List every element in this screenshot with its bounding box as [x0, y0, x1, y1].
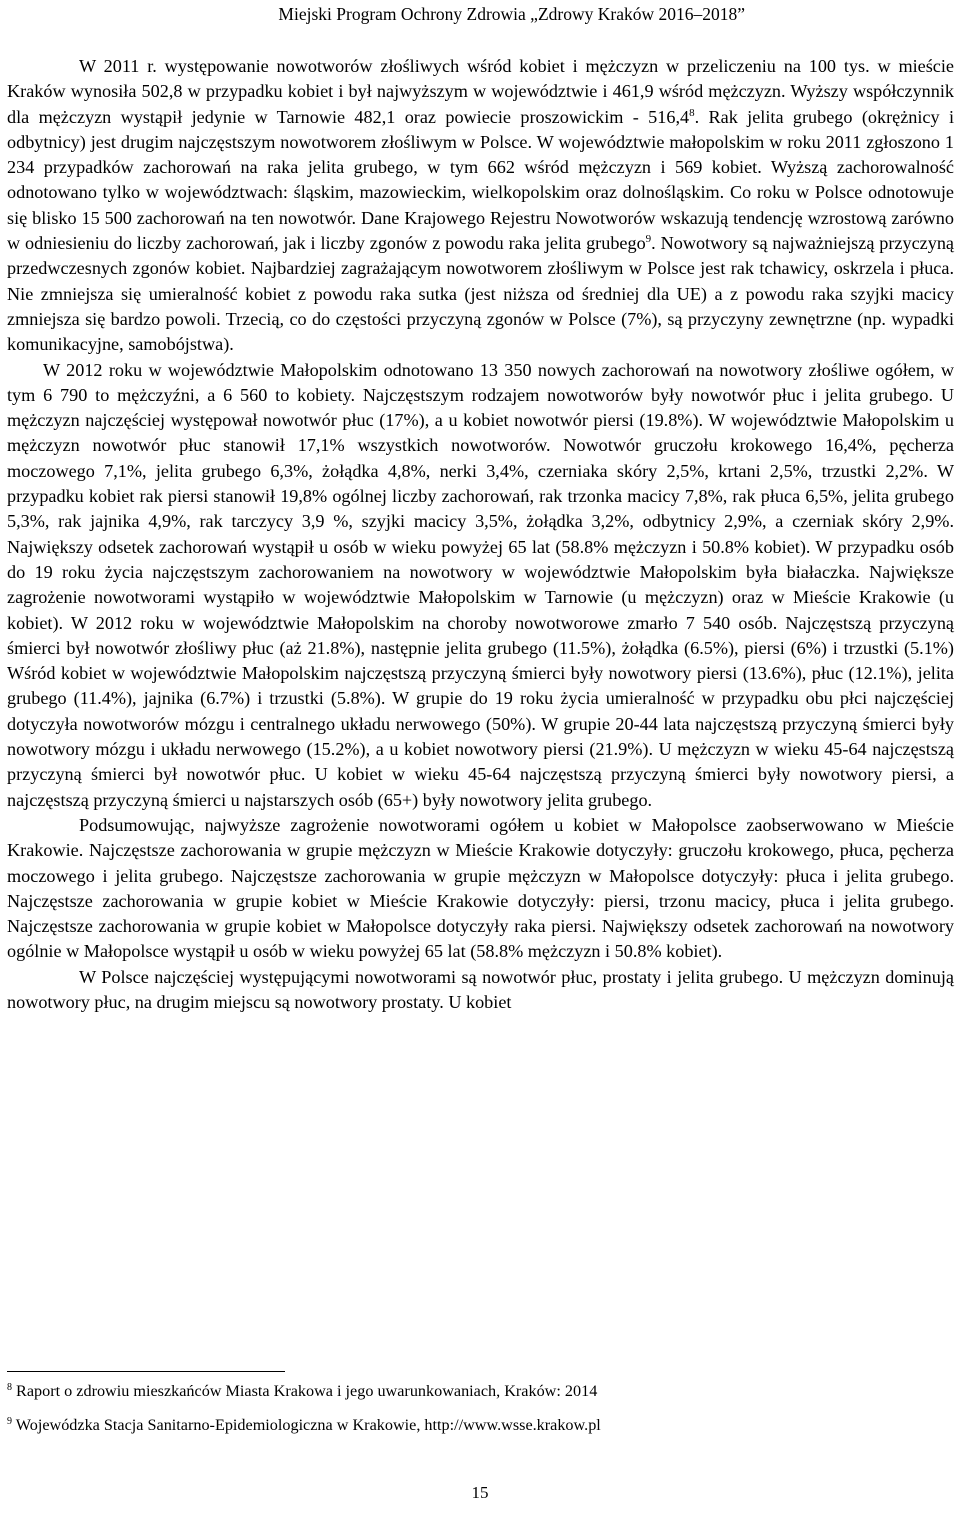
footnote-text: Raport o zdrowiu mieszkańców Miasta Krakowa i jego uwarunkowaniach, Kraków: 2014 [16, 1382, 598, 1400]
footnote-number: 9 [7, 1416, 12, 1427]
paragraph-incidence-2011 [7, 54, 954, 358]
paragraph-malopolska-2012: W 2012 roku w województwie Małopolskim odnotowano 13 350 nowych zachorowań na nowotwory złośliwe ogółem, w tym 6 790 to mężczyźni, a 6 560 to kobiety. Najczęstszym rodzajem nowotworów były nowotwór płuc i jelita grubego. U mężczyzn najczęściej występował nowotwór płuc (17%), a u kobiet nowotwór piersi (19.8%). W województwie Małopolskim u mężczyzn nowotwór płuc stanowił 17,1% wszystkich nowotworów. Nowotwór gruczołu krokowego 16,4%, pęcherza moczowego 7,1%, jelita grubego 6,3%, żołądka 4,8%, nerki 3,4%, czerniaka skóry 2,5%, krtani 2,5%, trzustki 2,2%. W przypadku kobiet rak piersi stanowił 19,8% ogólnej liczby zachorowań, rak trzonka macicy 7,8%, rak płuca 6,5%, jelita grubego 5,3%, rak jajnika 4,9%, rak tarczycy 3,9 %, szyjki macicy 3,5%, żołądka 3,2%, odbytnicy 2,9%, a czerniak skóry 2,9%. Największy odsetek zachorowań wystąpił u osób w wieku powyżej 65 lat (58.8% mężczyzn i 50.8% kobiet). W przypadku osób do 19 roku życia najczęstszym zachorowaniem na nowotwory w województwie Małopolskim była białaczka. Największe zagrożenie nowotworami wystąpiło w województwie Małopolskim w Tarnowie (u mężczyzn) oraz w Mieście Krakowie (u kobiet). W 2012 roku w województwie Małopolskim na choroby nowotworowe zmarło 7 540 osób. Najczęstszą przyczyną śmierci był nowotwór złośliwy płuc (aż 21.8%), następnie jelita grubego (11.5%), żołądka (6.5%), piersi (6%) i trzustki (5.1%) Wśród kobiet w województwie Małopolskim najczęstszą przyczyną śmierci były nowotwory piersi (13.6%), płuc (12.1%), jelita grubego (11.4%), jajnika (6.7%) i trzustki (5.8%). W grupie do 19 roku życia umieralność w przypadku obu płci najczęściej dotyczyła nowotworów mózgu i centralnego układu nerwowego (50%). W grupie 20-44 lata najczęstszą przyczyną śmierci były nowotwory mózgu i układu nerwowego (15.2%), a u kobiet nowotwory piersi (21.9%). U mężczyzn w wieku 45-64 najczęstszą przyczyną śmierci był nowotwór płuc. U kobiet w wieku 45-64 najczęstszą przyczyną śmierci były nowotwory piersi, a najczęstszą przyczyną śmierci u najstarszych osób (65+) były nowotwory jelita grubego. [7, 359, 954, 810]
footnote [7, 1415, 954, 1435]
footnote [7, 1381, 954, 1401]
paragraph-summary: Podsumowując, najwyższe zagrożenie nowotworami ogółem u kobiet w Małopolsce zaobserwowano w Mieście Krakowie. Najczęstsze zachorowania w grupie mężczyzn w Mieście Krakowie dotyczyły: gruczołu krokowego, płuca, pęcherza moczowego i jelita grubego. Najczęstsze zachorowania w grupie mężczyzn w Małopolsce dotyczyły: płuca i jelita grubego. Najczęstsze zachorowania w grupie kobiet w Mieście Krakowie dotyczyły: piersi, trzonu macicy, płuca i jelita grubego. Najczęstsze zachorowania w grupie kobiet w Małopolsce dotyczyły raka piersi. Największy odsetek zachorowań na nowotwory ogólnie w Małopolsce wystąpił u osób w wieku powyżej 65 lat (58.8% mężczyzn i 50.8% kobiet). [7, 814, 954, 962]
paragraph-text: W 2011 r. występowanie nowotworów złośliwych wśród kobiet i mężczyzn w przeliczeniu na 100 tys. w mieście Kraków wynosiła 502,8 w przypadku kobiet i był najwyższym w województwie i 461,9 wśród mężczyzn. Wyższy współczynnik dla mężczyzn wystąpił jedynie w Tarnowie 482,1 oraz powiecie proszowickim - 516,4 [7, 56, 954, 127]
footnote-text: Wojewódzka Stacja Sanitarno-Epidemiologiczna w Krakowie, http://www.wsse.krakow.pl [15, 1416, 601, 1434]
footnote-ref[interactable]: 8 [689, 106, 695, 119]
footnote-number: 8 [7, 1382, 12, 1393]
paragraph-text: . Nowotwory są najważniejszą przyczyną przedwczesnych zgonów kobiet. Najbardziej zagrażającym nowotworem złośliwym w Polsce jest rak tchawicy, oskrzela i płuca. Nie zmniejsza się umieralność kobiet z powodu raka sutka (jest niższa od średniej dla UE) a z powodu raka szyjki macicy zmniejsza się bardzo powoli. Trzecią, co do częstości przyczyną zgonów w Polsce (7%), są przyczyny zewnętrzne (np. wypadki komunikacyjne, samobójstwa). [7, 233, 954, 355]
footnote-ref[interactable]: 9 [645, 233, 652, 246]
paragraph-text: . Rak jelita grubego (okrężnicy i odbytnicy) jest drugim najczęstszym nowotworem złośliwym w Polsce. W województwie małopolskim w roku 2011 zgłoszono 1 234 przypadków zachorowań na raka jelita grubego, w tym 662 wśród mężczyzn i 569 kobiet. Wyższą zachorowalność odnotowano tylko w województwach: śląskim, mazowieckim, wielkopolskim oraz dolnośląskim. Co roku w Polsce odnotowuje się blisko 15 500 zachorowań na ten nowotwór. Dane Krajowego Rejestru Nowotworów wskazują tendencję wzrostową zarówno w odniesieniu do liczby zachorowań, jak i liczby zgonów z powodu raka jelita grubego [7, 106, 954, 254]
running-header: Miejski Program Ochrony Zdrowia „Zdrowy Kraków 2016–2018” [278, 4, 745, 24]
page-number: 15 [471, 1483, 489, 1502]
footnote-separator [7, 1371, 285, 1372]
body-text [7, 54, 954, 1015]
paragraph-poland: W Polsce najczęściej występującymi nowotworami są nowotwór płuc, prostaty i jelita grubego. U mężczyzn dominują nowotwory płuc, na drugim miejscu są nowotwory prostaty. U kobiet [7, 966, 954, 1012]
footnotes [7, 1381, 954, 1449]
